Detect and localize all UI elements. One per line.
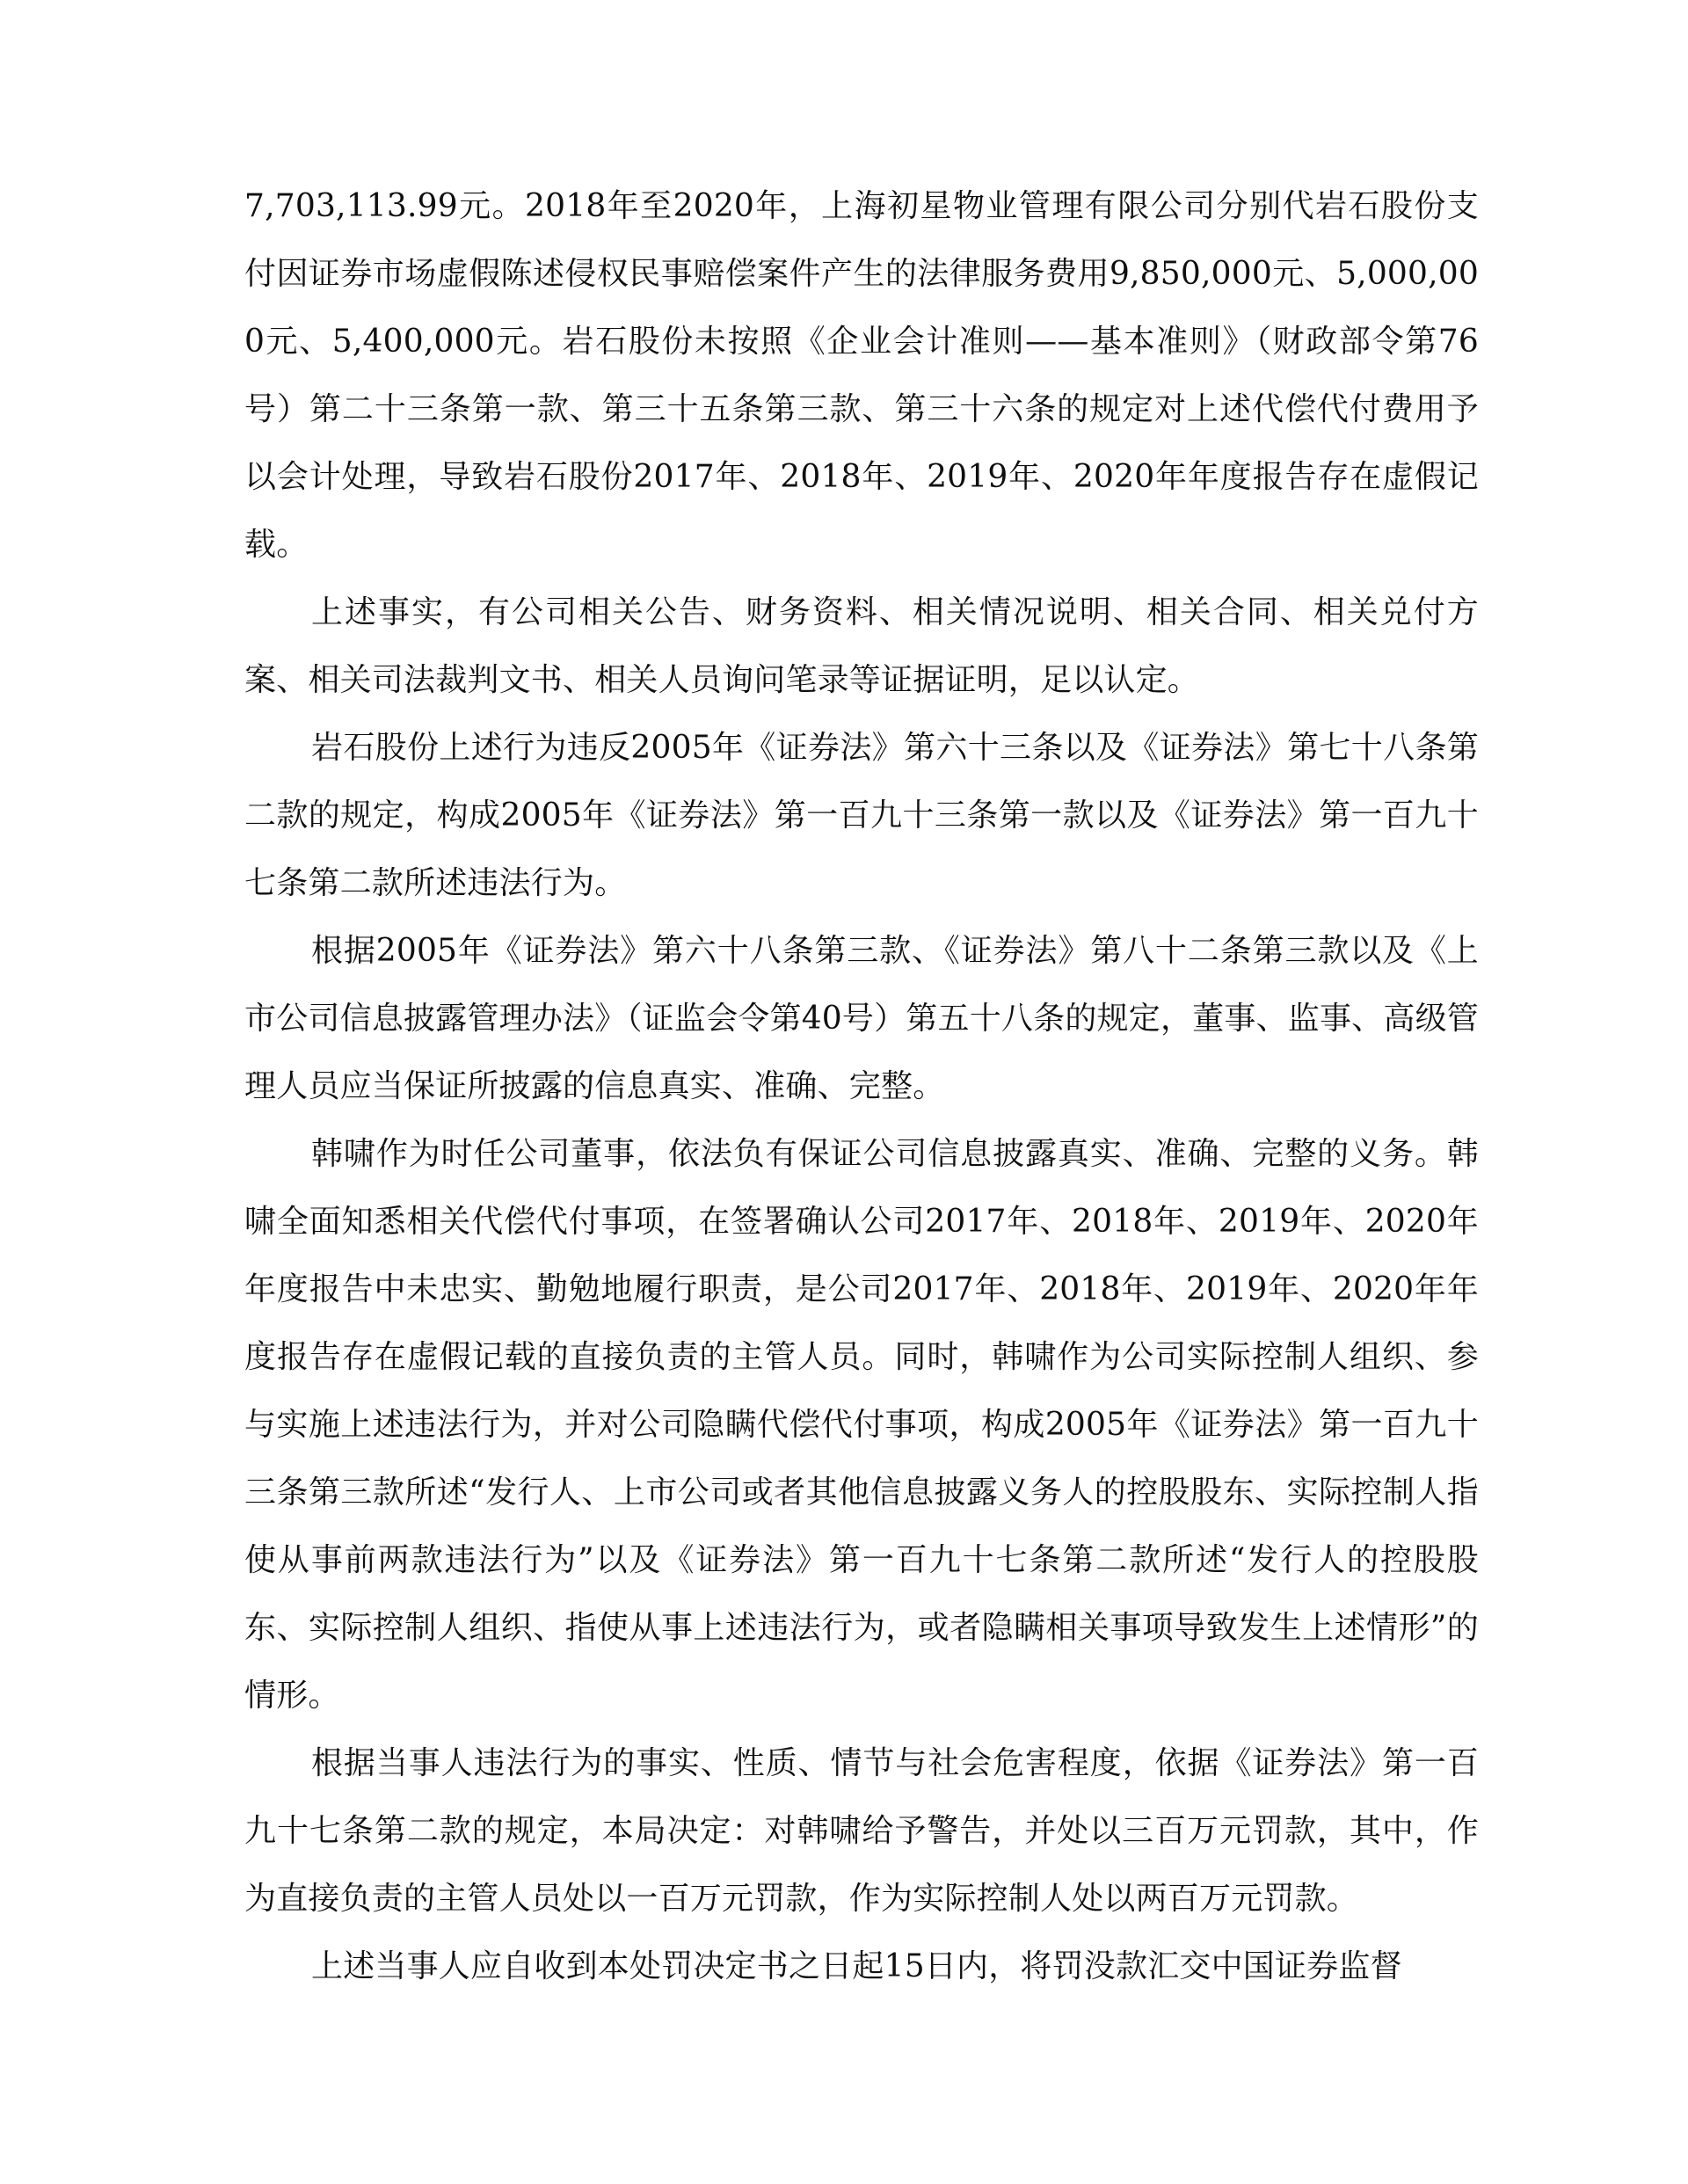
document-body xyxy=(244,172,1479,2000)
paragraph-facts-continued: 7,703,113.99元。2018年至2020年，上海初星物业管理有限公司分别代岩石股份支付因证券市场虚假陈述侵权民事赔偿案件产生的法律服务费用9,850,000元、5,000,000元、5,400,000元。岩石股份未按照《企业会计准则——基本准则》（财政部令第76号）第二十三条第一款、第三十五条第三款、第三十六条的规定对上述代偿代付费用予以会计处理，导致岩石股份2017年、2018年、2019年、2020年年度报告存在虚假记载。 xyxy=(244,188,1479,563)
paragraph-party-liability: 韩啸作为时任公司董事，依法负有保证公司信息披露真实、准确、完整的义务。韩啸全面知悉相关代偿代付事项，在签署确认公司2017年、2018年、2019年、2020年年度报告中未忠实、勤勉地履行职责，是公司2017年、2018年、2019年、2020年年度报告存在虚假记载的直接负责的主管人员。同时，韩啸作为公司实际控制人组织、参与实施上述违法行为，并对公司隐瞒代偿代付事项，构成2005年《证券法》第一百九十三条第三款所述“发行人、上市公司或者其他信息披露义务人的控股股东、实际控制人指使从事前两款违法行为”以及《证券法》第一百九十七条第二款所述“发行人的控股股东、实际控制人组织、指使从事上述违法行为，或者隐瞒相关事项导致发生上述情形”的情形。 xyxy=(244,1136,1479,1714)
paragraph-payment-instruction: 上述当事人应自收到本处罚决定书之日起15日内，将罚没款汇交中国证券监督 xyxy=(311,1948,1402,1984)
paragraph-evidence: 上述事实，有公司相关公告、财务资料、相关情况说明、相关合同、相关兑付方案、相关司法裁判文书、相关人员询问笔录等证据证明，足以认定。 xyxy=(244,594,1479,698)
paragraph-decision: 根据当事人违法行为的事实、性质、情节与社会危害程度，依据《证券法》第一百九十七条第二款的规定，本局决定：对韩啸给予警告，并处以三百万元罚款，其中，作为直接负责的主管人员处以一百万元罚款，作为实际控制人处以两百万元罚款。 xyxy=(244,1745,1479,1917)
paragraph-duty-basis: 根据2005年《证券法》第六十八条第三款、《证券法》第八十二条第三款以及《上市公司信息披露管理办法》（证监会令第40号）第五十八条的规定，董事、监事、高级管理人员应当保证所披露的信息真实、准确、完整。 xyxy=(244,933,1479,1104)
paragraph-violation: 岩石股份上述行为违反2005年《证券法》第六十三条以及《证券法》第七十八条第二款的规定，构成2005年《证券法》第一百九十三条第一款以及《证券法》第一百九十七条第二款所述违法行为。 xyxy=(244,730,1479,901)
